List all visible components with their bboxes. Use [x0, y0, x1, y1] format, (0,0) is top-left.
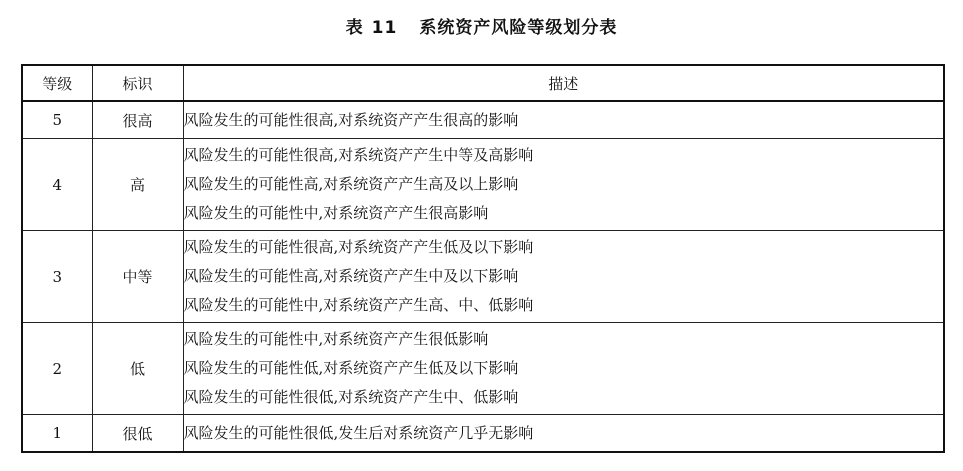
description-cell	[183, 139, 944, 231]
description-cell	[183, 415, 944, 453]
table-header	[22, 65, 944, 101]
tag-cell: 很低	[92, 415, 183, 453]
table-row	[22, 139, 944, 231]
tag-cell: 低	[92, 323, 183, 415]
description-line: 风险发生的可能性很高,对系统资产产生低及以下影响	[183, 238, 534, 256]
table-row	[22, 231, 944, 323]
description-line: 风险发生的可能性中,对系统资产产生很低影响	[183, 330, 489, 348]
level-cell: 1	[22, 415, 92, 453]
header-description: 描述	[183, 65, 944, 101]
level-cell: 2	[22, 323, 92, 415]
tag-cell: 高	[92, 139, 183, 231]
description-cell	[183, 101, 944, 139]
table-title-text: 系统资产风险等级划分表	[419, 18, 618, 38]
table-row	[22, 415, 944, 453]
tag-cell: 很高	[92, 101, 183, 139]
description-cell	[183, 323, 944, 415]
description-line: 风险发生的可能性很低,对系统资产产生中、低影响	[183, 388, 519, 406]
description-line: 风险发生的可能性中,对系统资产产生很高影响	[183, 204, 489, 222]
tag-cell: 中等	[92, 231, 183, 323]
description-line: 风险发生的可能性高,对系统资产产生中及以下影响	[183, 267, 519, 285]
description-line: 风险发生的可能性中,对系统资产产生高、中、低影响	[183, 296, 534, 314]
level-cell: 4	[22, 139, 92, 231]
level-cell: 3	[22, 231, 92, 323]
description-line: 风险发生的可能性很高,对系统资产产生中等及高影响	[183, 146, 534, 164]
description-line: 风险发生的可能性高,对系统资产产生高及以上影响	[183, 175, 519, 193]
level-cell: 5	[22, 101, 92, 139]
table-title-prefix: 表	[345, 18, 364, 38]
table-row	[22, 323, 944, 415]
table-title-number: 11	[371, 18, 398, 38]
risk-level-table	[21, 64, 945, 453]
table-title	[0, 16, 963, 40]
header-row	[22, 65, 944, 101]
header-level: 等级	[22, 65, 92, 101]
table-row	[22, 101, 944, 139]
header-tag: 标识	[92, 65, 183, 101]
description-line: 风险发生的可能性很高,对系统资产产生很高的影响	[183, 110, 519, 129]
description-cell	[183, 231, 944, 323]
description-line: 风险发生的可能性很低,发生后对系统资产几乎无影响	[183, 423, 534, 442]
table-body	[22, 101, 944, 452]
description-line: 风险发生的可能性低,对系统资产产生低及以下影响	[183, 359, 519, 377]
